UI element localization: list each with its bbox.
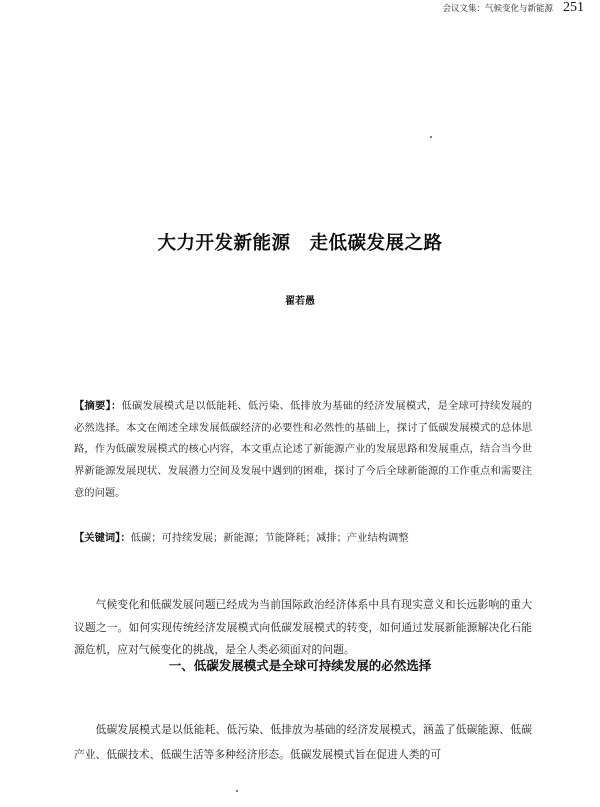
intro-paragraph: 气候变化和低碳发展问题已经成为当前国际政治经济体系中具有现实意义和长远影响的重大议题之一。如何实现传统经济发展模式向低碳发展模式的转变，如何通过发展新能源解决化石能源危机，应对气候变化的挑战，是全人类必须面对的问题。 [74, 598, 532, 656]
running-header [442, 0, 584, 16]
section-paragraph: 低碳发展模式是以低能耗、低污染、低排放为基础的经济发展模式，涵盖了低碳能源、低碳产业、低碳技术、低碳生活等多种经济形态。低碳发展模式旨在促进人类的可 [74, 723, 532, 761]
section-heading: 一、低碳发展模式是全球可持续发展的必然选择 [168, 658, 432, 673]
paper-title: 大力开发新能源 走低碳发展之路 [157, 233, 443, 254]
page-number: 251 [563, 0, 584, 15]
abstract-text: 低碳发展模式是以低能耗、低污染、低排放为基础的经济发展模式，是全球可持续发展的必然选择。本文在阐述全球发展低碳经济的必要性和必然性的基础上，探讨了低碳发展模式的总体思路，作为低碳发展模式的核心内容，本文重点论述了新能源产业的发展思路和发展重点，结合当今世界新能源发展现状、发展潜力空间及发展中遇到的困难，探讨了今后全球新能源的工作重点和需要注意的问题。 [74, 400, 532, 499]
running-header-title: 会议文集：气候变化与新能源 [442, 4, 553, 14]
scan-speck [430, 136, 432, 138]
keywords-label: 【关键词】： [74, 532, 131, 544]
abstract [74, 396, 532, 505]
abstract-label: 【摘要】： [74, 400, 122, 412]
keywords-text: 低碳；可持续发展；新能源；节能降耗；减排；产业结构调整 [130, 532, 409, 544]
scan-speck [236, 790, 238, 792]
keywords [74, 528, 532, 548]
author-name: 翟若愚 [285, 296, 315, 307]
